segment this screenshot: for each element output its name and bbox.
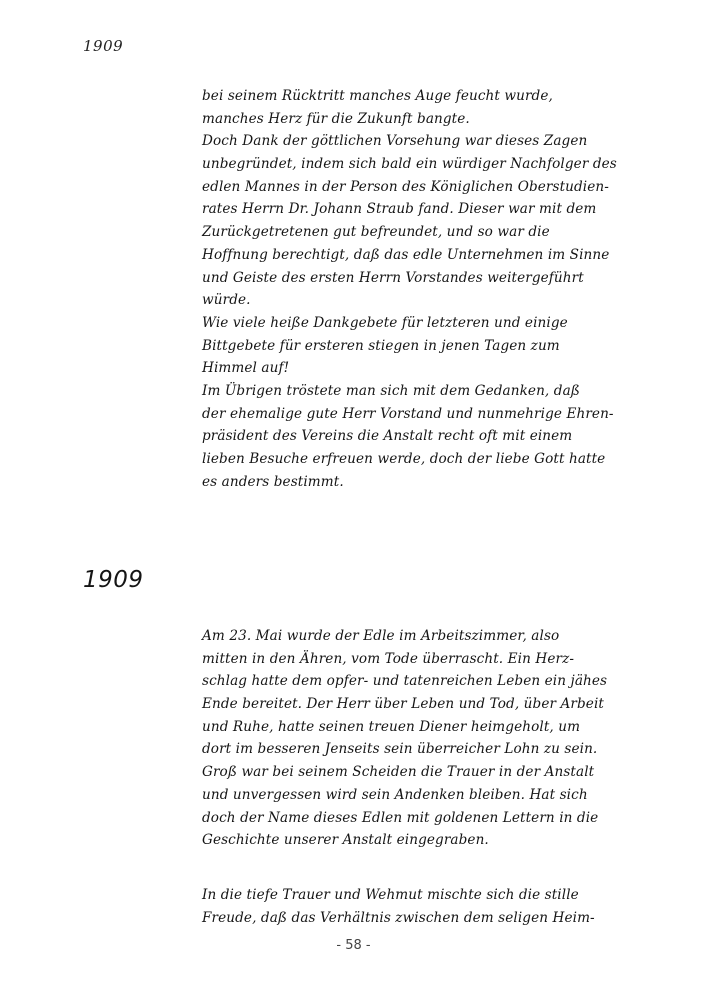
text-line: Himmel auf!	[202, 360, 290, 377]
text-line: Freude, daß das Verhältnis zwischen dem seligen Heim-	[202, 909, 595, 926]
section-paragraph-1	[202, 625, 632, 852]
text-line: Doch Dank der göttlichen Vorsehung war dieses Zagen	[202, 133, 588, 150]
text-line: In die tiefe Trauer und Wehmut mischte sich die stille	[202, 887, 579, 903]
text-line: doch der Name dieses Edlen mit goldenen Lettern in die	[202, 809, 599, 826]
text-line: Wie viele heiße Dankgebete für letzteren und einige	[202, 314, 568, 331]
running-head-year: 1909	[83, 37, 124, 55]
section-year-heading: 1909	[83, 567, 144, 593]
text-line: präsident des Vereins die Anstalt recht oft mit einem	[202, 428, 573, 445]
text-line: Ende bereitet. Der Herr über Leben und Tod, über Arbeit	[202, 696, 604, 713]
text-line: edlen Mannes in der Person des Königlichen Oberstudien-	[202, 178, 609, 195]
text-line: und Geiste des ersten Herrn Vorstandes weitergeführt	[202, 269, 584, 286]
text-line: der ehemalige gute Herr Vorstand und nunmehrige Ehren-	[202, 405, 614, 422]
text-line: bei seinem Rücktritt manches Auge feucht wurde,	[202, 88, 553, 104]
text-line: lieben Besuche erfreuen werde, doch der liebe Gott hatte	[202, 451, 606, 467]
text-line: Am 23. Mai wurde der Edle im Arbeitszimmer, also	[202, 628, 560, 644]
text-line: Hoffnung berechtigt, daß das edle Unternehmen im Sinne	[202, 246, 610, 263]
section-paragraph-2	[202, 884, 632, 929]
text-line: würde.	[202, 292, 251, 309]
page-number: - 58 -	[336, 938, 371, 953]
text-line: Zurückgetretenen gut befreundet, und so war die	[202, 224, 550, 241]
text-line: Geschichte unserer Anstalt eingegraben.	[202, 832, 489, 849]
text-line: Bittgebete für ersteren stiegen in jenen Tagen zum	[202, 337, 560, 354]
text-line: dort im besseren Jenseits sein überreicher Lohn zu sein.	[202, 741, 598, 758]
text-line: mitten in den Ähren, vom Tode überrascht. Ein Herz-	[202, 650, 575, 667]
text-line: unbegründet, indem sich bald ein würdiger Nachfolger des	[202, 156, 617, 173]
text-line: und Ruhe, hatte seinen treuen Diener heimgeholt, um	[202, 718, 581, 735]
text-line: und unvergessen wird sein Andenken bleiben. Hat sich	[202, 786, 588, 803]
text-line: rates Herrn Dr. Johann Straub fand. Dieser war mit dem	[202, 201, 597, 218]
text-line: Groß war bei seinem Scheiden die Trauer in der Anstalt	[202, 764, 595, 781]
continued-paragraph	[202, 85, 632, 493]
text-line: schlag hatte dem opfer- und tatenreichen Leben ein jähes	[202, 673, 608, 690]
text-line: es anders bestimmt.	[202, 473, 344, 490]
text-line: manches Herz für die Zukunft bangte.	[202, 110, 470, 127]
text-line: Im Übrigen tröstete man sich mit dem Gedanken, daß	[202, 382, 580, 399]
